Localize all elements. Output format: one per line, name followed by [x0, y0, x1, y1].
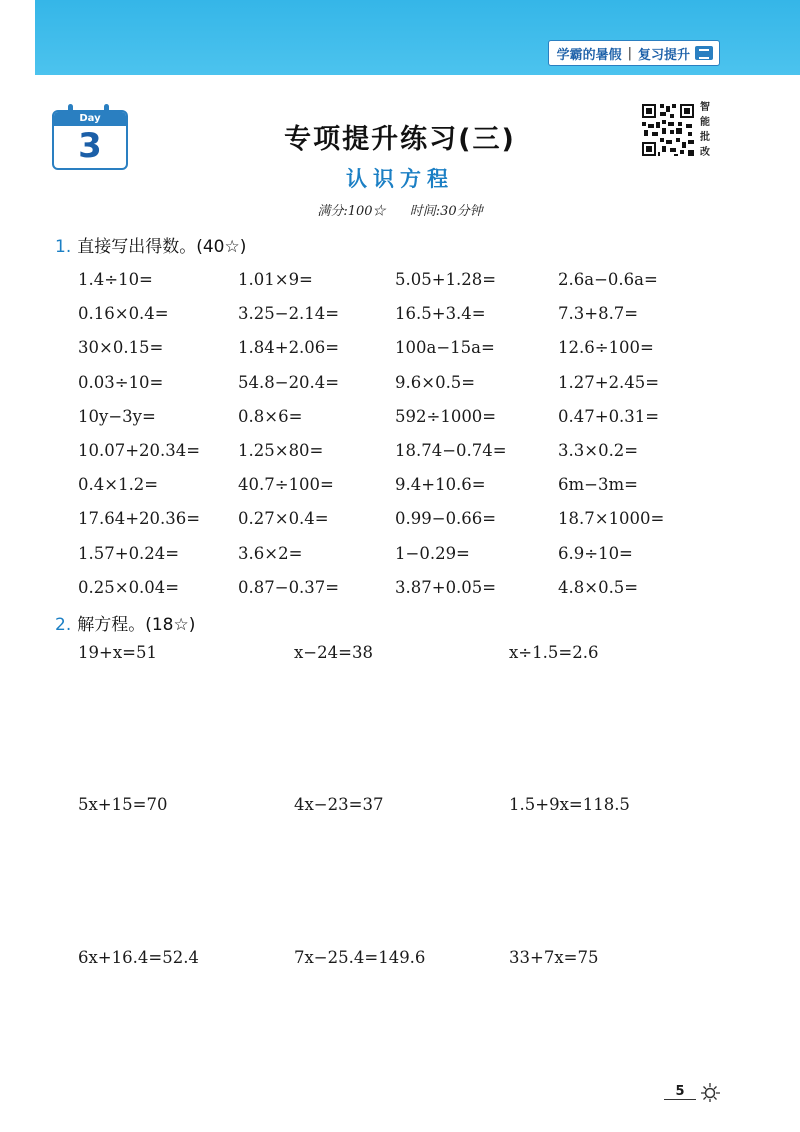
math-problem: 10.07+20.34= [78, 440, 201, 460]
math-problem: 0.8×6= [238, 406, 303, 426]
math-problem: 30×0.15= [78, 338, 164, 358]
tag-separator: | [627, 45, 632, 61]
math-problem: 0.99−0.66= [395, 509, 497, 529]
math-problem: 17.64+20.36= [78, 509, 201, 529]
math-problem: 9.4+10.6= [395, 475, 486, 495]
math-problem: 1.27+2.45= [558, 372, 660, 392]
section-2-label: 解方程。(18☆) [77, 615, 196, 635]
math-problem: 1.57+0.24= [78, 543, 180, 563]
math-problem: 0.4×1.2= [78, 475, 159, 495]
equation: 7x−25.4=149.6 [294, 948, 426, 967]
math-problem: 0.16×0.4= [78, 304, 169, 324]
math-problem: 3.25−2.14= [238, 304, 340, 324]
math-problem: 0.25×0.04= [78, 577, 180, 597]
math-problem: 18.74−0.74= [395, 440, 507, 460]
math-problem: 1.4÷10= [78, 270, 153, 289]
equation: 4x−23=37 [294, 795, 384, 814]
math-problem: 54.8−20.4= [238, 372, 340, 392]
math-problem: 1−0.29= [395, 543, 470, 563]
sun-icon [698, 1080, 722, 1104]
time-limit: 时间:30分钟 [409, 204, 483, 219]
page-number: 5 [664, 1084, 696, 1100]
math-problem: 2.6a−0.6a= [558, 270, 658, 289]
math-problem: 40.7÷100= [238, 475, 334, 495]
qr-caption: 智能批改 [700, 102, 710, 158]
equation: x−24=38 [294, 643, 373, 662]
equation: 19+x=51 [78, 643, 157, 662]
math-problem: 0.47+0.31= [558, 406, 660, 426]
section-2-title [55, 610, 195, 635]
math-problem: 6.9÷10= [558, 543, 633, 563]
section-1-number: 1. [55, 237, 72, 257]
math-problem: 3.87+0.05= [395, 577, 497, 597]
math-problem: 18.7×1000= [558, 509, 665, 529]
equation: 6x+16.4=52.4 [78, 948, 199, 967]
series-tag [548, 40, 720, 66]
series-name: 复习提升 [637, 47, 690, 63]
day-label: Day [54, 112, 126, 126]
equation: x÷1.5=2.6 [509, 643, 599, 662]
section-2-number: 2. [55, 615, 72, 635]
math-problem: 1.25×80= [238, 440, 324, 460]
math-problem: 592÷1000= [395, 406, 497, 426]
qr-code-icon[interactable] [640, 102, 696, 158]
math-problem: 1.01×9= [238, 270, 313, 289]
math-problem: 0.27×0.4= [238, 509, 329, 529]
equation: 5x+15=70 [78, 795, 168, 814]
math-problem: 1.84+2.06= [238, 338, 340, 358]
math-problem: 9.6×0.5= [395, 372, 476, 392]
math-problem: 0.87−0.37= [238, 577, 340, 597]
equation: 1.5+9x=118.5 [509, 795, 630, 814]
math-problem: 6m−3m= [558, 475, 638, 495]
math-problem: 5.05+1.28= [395, 270, 497, 289]
math-problem: 16.5+3.4= [395, 304, 486, 324]
book-icon [695, 46, 713, 60]
math-problem: 0.03÷10= [78, 372, 164, 392]
brand-name: 学霸的暑假 [556, 47, 622, 63]
page-title: 专项提升练习(三) [284, 124, 516, 155]
math-problem: 10y−3y= [78, 406, 156, 426]
math-problem: 100a−15a= [395, 338, 495, 358]
math-problem: 4.8×0.5= [558, 577, 639, 597]
math-problem: 7.3+8.7= [558, 304, 639, 324]
math-problem: 3.3×0.2= [558, 440, 639, 460]
full-marks: 满分:100☆ [317, 204, 386, 219]
math-problem: 3.6×2= [238, 543, 303, 563]
math-problem: 12.6÷100= [558, 338, 654, 358]
section-1-label: 直接写出得数。(40☆) [77, 237, 247, 257]
day-number: 3 [78, 126, 102, 166]
page-subtitle: 认识方程 [346, 167, 454, 191]
mental-math-grid [78, 266, 718, 608]
section-1-title [55, 232, 246, 257]
score-time-line [0, 200, 800, 219]
equation: 33+7x=75 [509, 948, 599, 967]
